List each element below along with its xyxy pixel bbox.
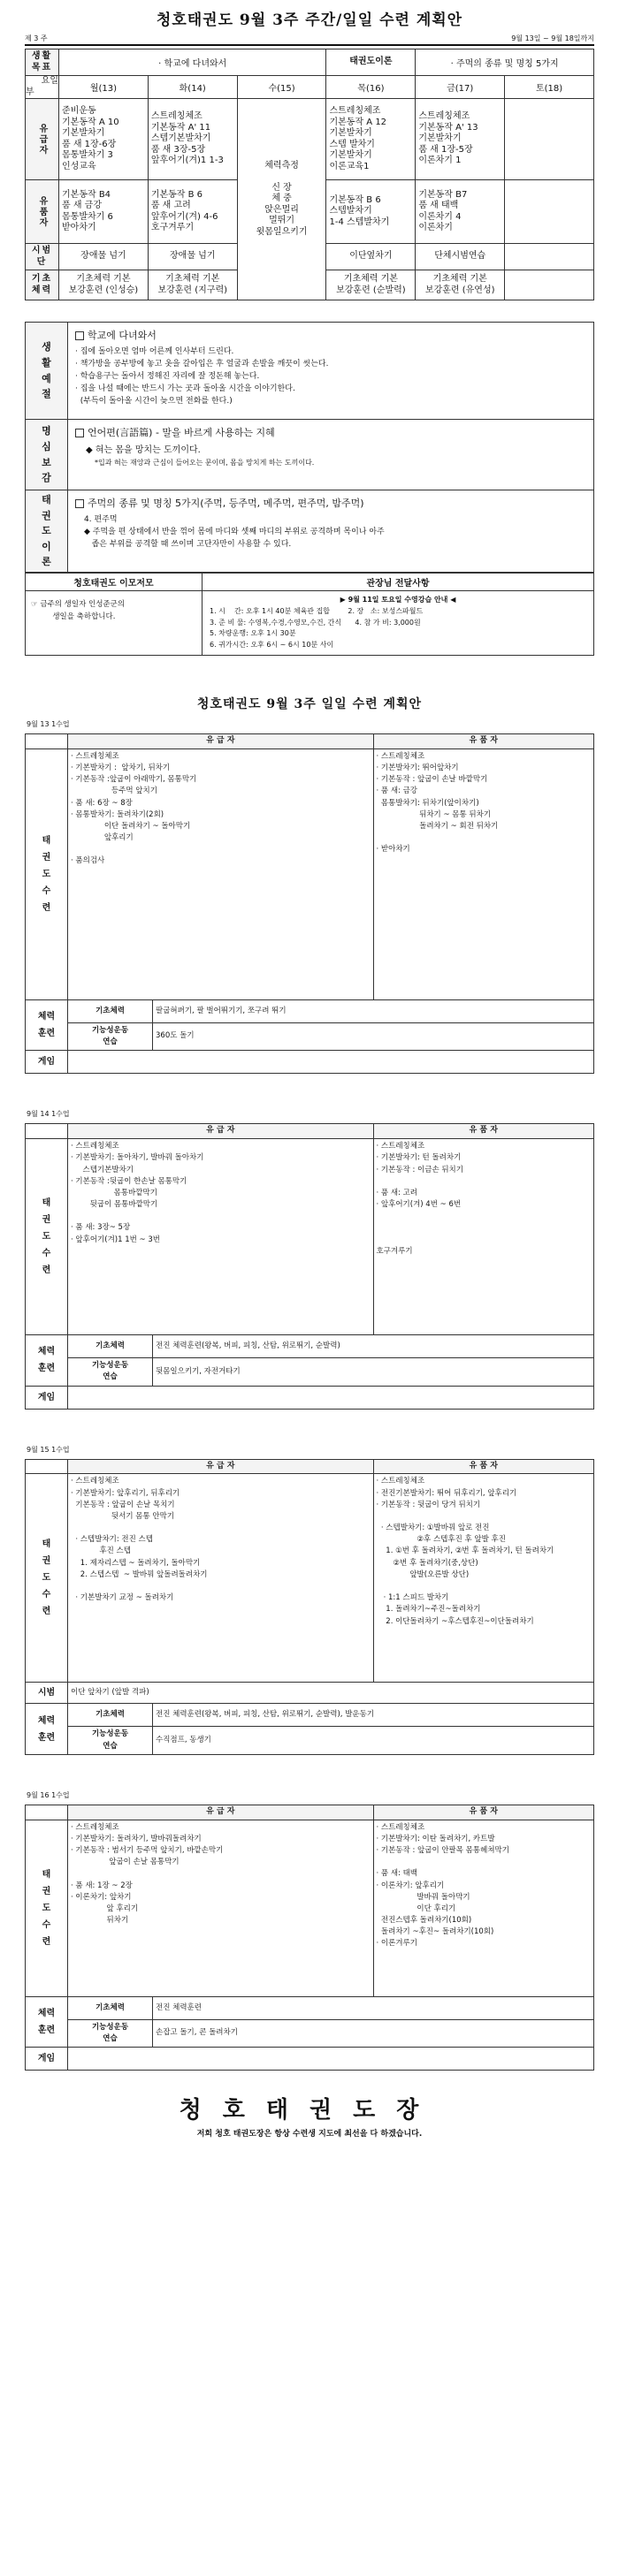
week-period: 9월 13일 ~ 9월 18일까지	[511, 34, 594, 42]
page-title: 청호태권도 9월 3주 주간/일일 수련 계획안	[156, 11, 463, 29]
week-meta	[25, 34, 594, 46]
notice-item: 3. 준 비 물: 수영복,수경,수영모,수건, 간식 4. 참 가 비: 3,000원	[210, 618, 421, 627]
life-item: · 집에 돌아오면 엄마 어른께 인사부터 드린다.	[75, 347, 234, 357]
sports-text: 수직점프, 동생기	[153, 1727, 594, 1754]
notice-item: 6. 귀가시간: 오후 6시 ~ 6시 10분 사이	[210, 641, 334, 650]
life-item: · 책가방을 공부방에 놓고 옷을 갈아입은 후 얼굴과 손발을 깨끗이 씻는다.	[75, 359, 329, 369]
day-header: 월(13)	[59, 76, 149, 99]
schedule-cell: 기본동작 B4 품 새 금강 몸통발차기 6 받아차기	[59, 180, 149, 244]
notice-item: 1. 시 간: 오후 1시 40분 체육관 집합 2. 장 소: 보성스파월드	[210, 606, 424, 615]
checkbox-icon	[75, 331, 84, 340]
game-text	[68, 2048, 594, 2071]
day-date: 9월 15 1수업	[27, 1445, 70, 1454]
wednesday-fitness-test: 체력측정 신 장 체 중 앉은멀리 멀뛰기 윗몸일으키기	[237, 99, 326, 300]
life-item: · 학습용구는 돌아서 정해진 자리에 잘 정돈해 놓는다.	[75, 371, 260, 381]
blank-cell	[26, 1805, 68, 1820]
goal-text: · 학교에 다녀와서	[59, 49, 326, 76]
spirit-heading: 언어편(言語篇) - 말을 바르게 사용하는 지혜	[88, 427, 275, 438]
corner-bottom: 부	[26, 87, 34, 97]
daily-plan-table	[25, 733, 594, 1074]
low-level-header: 유 급 자	[68, 733, 374, 748]
birthday-text: ☞ 금주의 생일자 인성준군의 생일을 축하합니다.	[26, 590, 203, 655]
basic-fitness-label: 기초체력	[68, 1335, 153, 1358]
weekly-schedule-table	[25, 49, 594, 300]
checkbox-icon	[75, 429, 84, 437]
lesson-sections	[25, 322, 594, 573]
daily-plan-title: 청호태권도 9월 3주 일일 수련 계획안	[196, 696, 423, 711]
schedule-cell: 기본동작 B 6 품 새 고려 앞후어기(겨) 4-6 호구겨루기	[148, 180, 237, 244]
blank-cell	[26, 1124, 68, 1139]
game-label: 게임	[26, 1386, 68, 1409]
basic-fitness-label: 기초체력	[68, 999, 153, 1022]
goal-label: 생활목표	[26, 49, 59, 76]
blank-cell	[26, 1459, 68, 1474]
theory-item: ◆ 주먹을 편 상태에서 반을 꺾어 몸에 마디와 셋째 마디의 부위로 공격하며 목이나 아주	[84, 527, 385, 536]
high-level-header: 유 품 자	[373, 1124, 594, 1139]
life-item: · 집을 나설 때에는 반드시 가는 곳과 돌아올 시간을 이야기한다.	[75, 384, 295, 393]
sports-label: 기능성운동 연습	[68, 1358, 153, 1386]
fitness-text: 팔굽혀펴기, 팔 벌어뛰기기, 쪼구려 뛰기	[153, 999, 594, 1022]
day-date: 9월 16 1수업	[27, 1790, 70, 1799]
life-section	[68, 323, 594, 420]
spirit-section-label: 명 심 보 감	[26, 420, 68, 490]
birthday-title: 청호태권도 이모저모	[26, 573, 203, 590]
game-text	[68, 1386, 594, 1409]
basic-fitness-label: 기초체력	[68, 1704, 153, 1727]
blank-cell	[26, 733, 68, 748]
day-header: 토(18)	[505, 76, 594, 99]
day-date: 9월 13 1수업	[27, 719, 70, 728]
fitness-side-label: 체력 훈련	[26, 1704, 68, 1754]
life-item: (부득이 돌아올 시간이 늦으면 전화를 한다.)	[75, 396, 233, 406]
schedule-cell: 이단옆차기	[326, 244, 416, 270]
basic-fitness-label: 기초체력	[68, 1996, 153, 2019]
corner-top: 요일	[41, 76, 58, 86]
sports-text: 360도 돌기	[153, 1022, 594, 1050]
theory-text: · 주먹의 종류 및 명칭 5가지	[416, 49, 594, 76]
schedule-cell: 단체시범연습	[416, 244, 505, 270]
game-label: 게임	[26, 2048, 68, 2071]
schedule-cell: 스트레칭체조 기본동작 A' 11 스텝기본발차기 품 새 3장-5장 앞후어기(겨)1 1-3	[148, 99, 237, 180]
corner-cell	[26, 76, 59, 99]
schedule-cell: 기초체력 기본 보강훈련 (순발력)	[326, 270, 416, 300]
notice-item: 5. 차량운행: 오후 1시 30분	[210, 629, 296, 638]
row-label: 기초체력	[26, 270, 59, 300]
high-level-header: 유 품 자	[373, 1459, 594, 1474]
sports-label: 기능성운동 연습	[68, 2019, 153, 2047]
game-text	[68, 1051, 594, 1074]
sports-label: 기능성운동 연습	[68, 1022, 153, 1050]
high-level-header: 유 품 자	[373, 733, 594, 748]
spirit-note: *입과 혀는 재앙과 근심이 들어오는 문이며, 몸을 망치게 하는 도끼이다.	[95, 458, 315, 467]
notice-table	[25, 573, 594, 656]
schedule-cell: 준비운동 기본동작 A 10 기본발차기 품 새 1장-6장 몸통발차기 3 인성교육	[59, 99, 149, 180]
footer-title: 청호태권도장	[179, 2097, 440, 2124]
low-level-plan: · 스트레칭체조 · 기본발차기 : 앞차기, 뒤차기 · 기본동작 :앞굽이 아래막기, 몸통막기 등주먹 앞치기 · 품 새: 6장 ~ 8장 · 몸통발차기: 돌려차기(2회) 이단 돌려차기 ~ 돌아막기 앞후리기 · 품의검사	[68, 748, 374, 999]
training-side-label: 태 권 도 수 련	[26, 1820, 68, 1996]
notice-heading: ▶ 9월 11일 토요일 수영강습 안내 ◀	[340, 595, 456, 604]
schedule-cell: 기초체력 기본 보강훈련 (지구력)	[148, 270, 237, 300]
row-label: 시범단	[26, 244, 59, 270]
schedule-cell: 스트레칭체조 기본동작 A' 13 기본발차기 품 새 1장-5장 이론차기 1	[416, 99, 505, 180]
low-level-header: 유 급 자	[68, 1805, 374, 1820]
day-date: 9월 14 1수업	[27, 1110, 70, 1119]
schedule-cell: 장애물 넘기	[148, 244, 237, 270]
footer-subtitle: 저희 청호 태권도장은 항상 수련생 지도에 최선을 다 하겠습니다.	[196, 2130, 423, 2139]
life-heading: 학교에 다녀와서	[88, 330, 157, 341]
spirit-item: ◆ 혀는 몸을 망치는 도끼이다.	[86, 445, 201, 456]
row-label: 유품자	[26, 180, 59, 244]
daily-plan-table	[25, 1459, 594, 1755]
schedule-cell	[505, 244, 594, 270]
schedule-cell: 기본동작 B 6 스텝발차기 1-4 스텝발차기	[326, 180, 416, 244]
high-level-plan: · 스트레칭체조 · 기본발차기: 턴 돌려차기 · 기본동작 : 이금손 뒤치기 · 품 새: 고려 · 앞후어기(겨) 4번 ~ 6번 호구겨루기	[373, 1139, 594, 1335]
sports-label: 기능성운동 연습	[68, 1727, 153, 1754]
fitness-text: 전진 체력훈련	[153, 1996, 594, 2019]
training-side-label: 태 권 도 수 련	[26, 1474, 68, 1683]
training-side-label: 태 권 도 수 련	[26, 748, 68, 999]
sports-text: 뒷몸일으키기, 자전거타기	[153, 1358, 594, 1386]
schedule-cell	[505, 99, 594, 180]
low-level-header: 유 급 자	[68, 1459, 374, 1474]
life-section-label: 생 활 예 절	[26, 323, 68, 420]
high-level-plan: · 스트레칭체조 · 기본발차기: 이탄 돌려차기, 카트발 · 기본동작 : 앞굽이 안팔목 몸통헤쳐막기 · 품 새: 태백 · 이론차기: 앞후리기 발바꿔 돌아막기 이단 후리기 전진스텝후 돌려차기(10회) 돌려차기 ~후진~ 돌려차기(10회) · 이론겨루기	[373, 1820, 594, 1996]
spirit-section	[68, 420, 594, 490]
low-level-plan: · 스트레칭체조 · 기본발차기: 돌아차기, 발바꿔 돌아차기 스텝기본발차기 · 기본동작 :뒷굽이 한손날 몸통막기 몸통바깥막기 뒷굽이 몸통바깥막기 · 품 새: 3장~ 5장 · 앞후어기(겨)1 1번 ~ 3번	[68, 1139, 374, 1335]
schedule-cell	[505, 270, 594, 300]
daily-plan-table	[25, 1123, 594, 1409]
demo-text: 이단 앞차기 (앞발 격파)	[68, 1683, 594, 1704]
high-level-plan: · 스트레칭체조 · 기본발차기: 뛰어앞차기 · 기본동작 : 앞굽이 손날 바깥막기 · 품 새: 금강 몸통발차기: 뒤차기(앞이차기) 뒤차기 ~ 몸통 뒤차기 돌려차기 ~ 회전 뒤차기 · 받아차기	[373, 748, 594, 999]
theory-section	[68, 490, 594, 573]
daily-plan-table	[25, 1805, 594, 2071]
theory-sub: 4. 편주먹	[84, 515, 118, 525]
schedule-cell: 스트레칭체조 기본동작 A 12 기본발차기 스텝 발차기 기본발차기 이론교육1	[326, 99, 416, 180]
theory-label: 태권도이론	[326, 49, 416, 76]
high-level-header: 유 품 자	[373, 1805, 594, 1820]
high-level-plan: · 스트레칭체조 · 전진기본발차기: 뛰어 뒤후리기, 앞후리기 · 기본동작 : 뒷굽이 당겨 뒤치기 · 스텝발차기: ①발바꿔 앞로 전진 ②후 스텝후진 후 앞발 후진 1. ①번 후 돌려차기, ②번 후 돌려차기, 턴 돌려차기 ②번 후 돌려차기(중,상단) 앞발(오른발 상단) · 1:1 스피드 발차기 1. 돌려차기~주진~돌려차기 2. 이단돌려차기 ~후스텝후진~이단돌려차기	[373, 1474, 594, 1683]
schedule-cell: 장애물 넘기	[59, 244, 149, 270]
theory-item: 좁은 부위를 공격할 때 쓰이며 고단자만이 사용할 수 있다.	[84, 539, 292, 549]
day-header: 금(17)	[416, 76, 505, 99]
theory-heading: 주먹의 종류 및 명칭 5가지(주먹, 등주먹, 메주먹, 편주먹, 밤주먹)	[88, 498, 364, 509]
week-number: 제 3 주	[25, 34, 48, 42]
checkbox-icon	[75, 499, 84, 508]
notice-title: 관장님 전달사항	[203, 573, 594, 590]
low-level-header: 유 급 자	[68, 1124, 374, 1139]
day-header: 화(14)	[148, 76, 237, 99]
theory-section-label: 태 권 도 이 론	[26, 490, 68, 573]
schedule-cell: 기초체력 기본 보강훈련 (인성승)	[59, 270, 149, 300]
schedule-cell: 기본동작 B7 품 새 태백 이론차기 4 이론차기	[416, 180, 505, 244]
day-header: 목(16)	[326, 76, 416, 99]
low-level-plan: · 스트레칭체조 · 기본발차기: 앞후리기, 뒤후리기 기본동작 : 앞굽이 손날 목치기 뒷서기 몸통 안막기 · 스텝발차기: 전진 스텝 후진 스텝 1. 제자리스텝 ~ 돌려차기, 돌아막기 2. 스텝스텝 ~ 발바꿔 앞돌려돌려차기 · 기본발차기 교정 ~ 돌려차기	[68, 1474, 374, 1683]
game-label: 게임	[26, 1051, 68, 1074]
schedule-cell: 기초체력 기본 보강훈련 (유연성)	[416, 270, 505, 300]
row-label: 유급자	[26, 99, 59, 180]
fitness-side-label: 체력 훈련	[26, 1335, 68, 1386]
demo-label: 시범	[26, 1683, 68, 1704]
day-header: 수(15)	[237, 76, 326, 99]
fitness-side-label: 체력 훈련	[26, 999, 68, 1050]
notice-body	[203, 590, 594, 655]
fitness-text: 전진 체력훈련(왕복, 버피, 피칭, 산탐, 위로뛰기, 순발력), 발운동기	[153, 1704, 594, 1727]
fitness-text: 전진 체력훈련(왕복, 버피, 피칭, 산탐, 위로뛰기, 순발력)	[153, 1335, 594, 1358]
training-side-label: 태 권 도 수 련	[26, 1139, 68, 1335]
sports-text: 손잡고 돌기, 콘 돌려차기	[153, 2019, 594, 2047]
fitness-side-label: 체력 훈련	[26, 1996, 68, 2047]
low-level-plan: · 스트레칭체조 · 기본발차기: 돌려차기, 발바꿔돌려차기 · 기본동작 : 범서기 등주먹 앞치기, 바깥손막기 앞굽이 손날 몸통막기 · 품 새: 1장 ~ 2장 · 이론차기: 앞차기 앞 후리기 뒤차기	[68, 1820, 374, 1996]
schedule-cell	[505, 180, 594, 244]
